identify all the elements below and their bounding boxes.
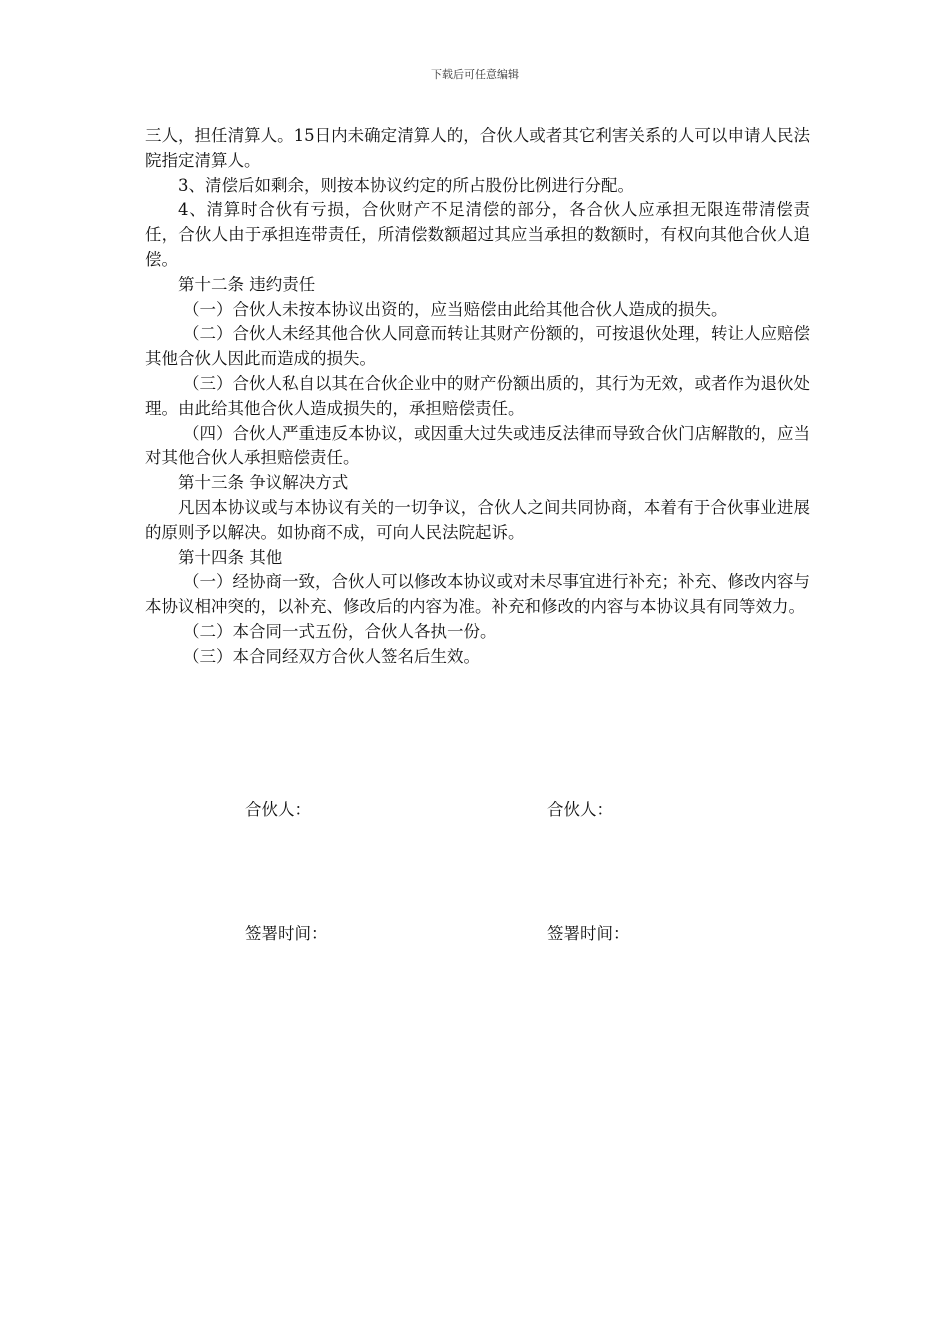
- clause-item: （一）经协商一致，合伙人可以修改本协议或对未尽事宜进行补充；补充、修改内容与本协议相冲突的，以补充、修改后的内容为准。补充和修改的内容与本协议具有同等效力。: [145, 572, 810, 617]
- page-header: 下载后可任意编辑: [431, 68, 519, 81]
- signing-date-label-right: 签署时间：: [547, 924, 630, 943]
- article-heading: 第十四条 其他: [178, 547, 283, 567]
- article-heading: 第十三条 争议解决方式: [178, 473, 349, 493]
- signing-date-label-left: 签署时间：: [245, 924, 328, 943]
- document-body: [145, 124, 810, 670]
- paragraph: 3、清偿后如剩余，则按本协议约定的所占股份比例进行分配。: [178, 175, 634, 195]
- clause-item: （三）合伙人私自以其在合伙企业中的财产份额出质的，其行为无效，或者作为退伙处理。由此给其他合伙人造成损失的，承担赔偿责任。: [145, 373, 810, 418]
- paragraph: 4、清算时合伙有亏损，合伙财产不足清偿的部分，各合伙人应承担无限连带清偿责任，合伙人由于承担连带责任，所清偿数额超过其应当承担的数额时，有权向其他合伙人追偿。: [145, 200, 810, 269]
- partner-label-left: 合伙人：: [245, 800, 311, 819]
- clause-item: （二）合伙人未经其他合伙人同意而转让其财产份额的，可按退伙处理，转让人应赔偿其他合伙人因此而造成的损失。: [145, 324, 810, 369]
- clause-item: （三）本合同经双方合伙人签名后生效。: [182, 646, 480, 666]
- clause-item: （二）本合同一式五份，合伙人各执一份。: [182, 621, 497, 641]
- article-heading: 第十二条 违约责任: [178, 274, 316, 294]
- clause-item: （四）合伙人严重违反本协议，或因重大过失或违反法律而导致合伙门店解散的，应当对其他合伙人承担赔偿责任。: [145, 423, 810, 468]
- clause-item: （一）合伙人未按本协议出资的，应当赔偿由此给其他合伙人造成的损失。: [182, 299, 728, 319]
- paragraph: 凡因本协议或与本协议有关的一切争议，合伙人之间共同协商，本着有于合伙事业进展的原则予以解决。如协商不成，可向人民法院起诉。: [145, 497, 810, 542]
- paragraph: 三人，担任清算人。15日内未确定清算人的，合伙人或者其它利害关系的人可以申请人民法院指定清算人。: [145, 126, 810, 170]
- partner-label-right: 合伙人：: [547, 800, 613, 819]
